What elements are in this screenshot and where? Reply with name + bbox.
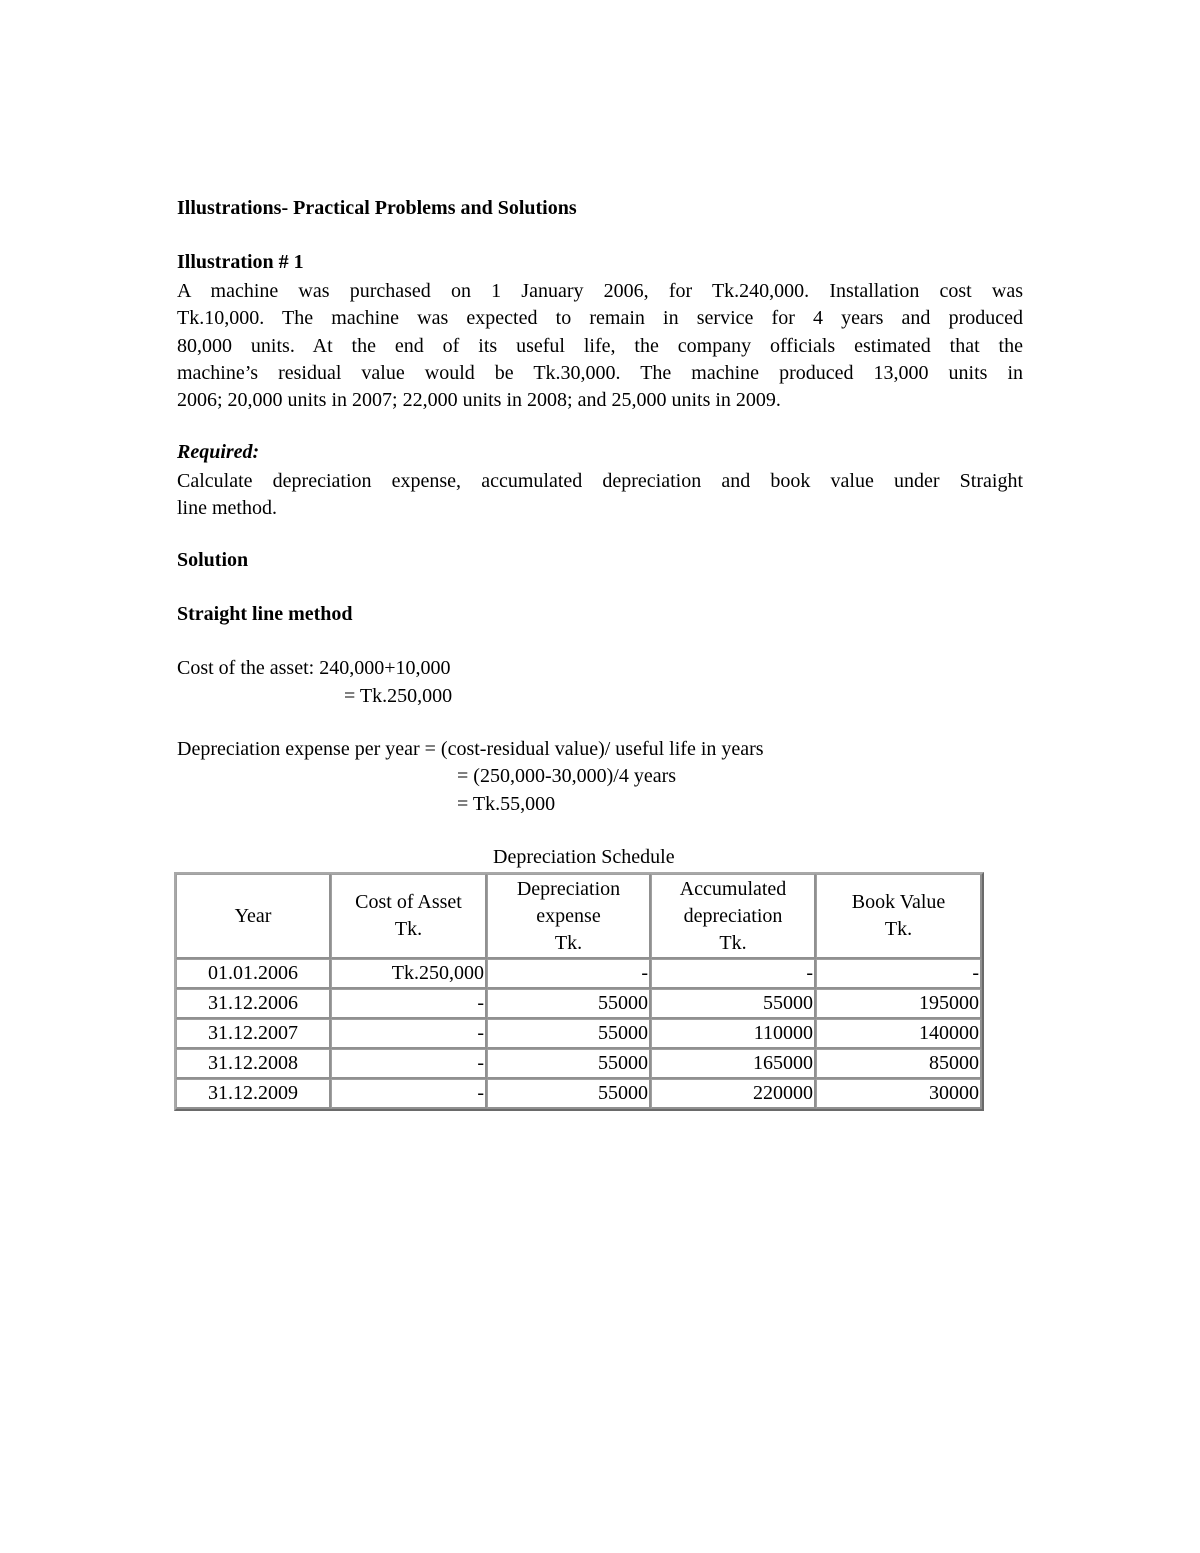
depreciation-calc-line: = (250,000-30,000)/4 years [457,765,677,787]
problem-statement [177,278,1023,414]
table-row [176,1019,982,1049]
cell-year: 31.12.2006 [176,989,331,1019]
cell-book-value: 85000 [816,1049,982,1079]
depreciation-formula-line: Depreciation expense per year = (cost-residual value)/ useful life in years [177,738,764,760]
header-year: Year [176,874,331,959]
illustration-heading: Illustration # 1 [177,251,304,273]
table-header-row [176,874,982,959]
schedule-caption: Depreciation Schedule [493,846,675,868]
header-depreciation-expense: Depreciation expense Tk. [487,874,651,959]
header-accumulated-depreciation: Accumulated depreciation Tk. [651,874,816,959]
cell-depreciation: 55000 [487,1079,651,1109]
problem-line: 80,000 units. At the end of its useful life, the company officials estimated that the [177,334,1023,357]
cell-year: 31.12.2008 [176,1049,331,1079]
cell-cost: - [331,1049,487,1079]
required-line: line method. [177,497,277,520]
cell-book-value: 30000 [816,1079,982,1109]
cell-accumulated: 110000 [651,1019,816,1049]
cell-book-value: - [816,959,982,989]
cost-formula-line: Cost of the asset: 240,000+10,000 [177,657,451,679]
required-label: Required: [177,441,260,463]
problem-line: machine’s residual value would be Tk.30,000. The machine produced 13,000 units in [177,361,1023,384]
cell-cost: - [331,1019,487,1049]
cell-book-value: 195000 [816,989,982,1019]
table-row [176,1079,982,1109]
cell-year: 31.12.2009 [176,1079,331,1109]
problem-line: A machine was purchased on 1 January 2006, for Tk.240,000. Installation cost was [177,280,1023,302]
cell-year: 01.01.2006 [176,959,331,989]
cell-depreciation: 55000 [487,989,651,1019]
table-row [176,989,982,1019]
cell-cost: - [331,1079,487,1109]
header-cost-of-asset: Cost of Asset Tk. [331,874,487,959]
depreciation-schedule-table [174,872,984,1111]
cell-cost: Tk.250,000 [331,959,487,989]
cell-year: 31.12.2007 [176,1019,331,1049]
required-line: Calculate depreciation expense, accumulated depreciation and book value under Straight [177,470,1023,492]
cell-depreciation: - [487,959,651,989]
cell-accumulated: 220000 [651,1079,816,1109]
table-row [176,1049,982,1079]
cell-accumulated: 165000 [651,1049,816,1079]
cell-accumulated: - [651,959,816,989]
table-row [176,959,982,989]
cell-depreciation: 55000 [487,1019,651,1049]
cell-depreciation: 55000 [487,1049,651,1079]
cost-result-line: = Tk.250,000 [344,685,453,707]
cell-accumulated: 55000 [651,989,816,1019]
solution-heading: Solution [177,549,249,571]
cell-cost: - [331,989,487,1019]
required-text [177,468,1023,523]
problem-line: 2006; 20,000 units in 2007; 22,000 units in 2008; and 25,000 units in 2009. [177,389,781,412]
document-title: Illustrations- Practical Problems and Solutions [177,197,577,219]
problem-line: Tk.10,000. The machine was expected to remain in service for 4 years and produced [177,307,1023,330]
cell-book-value: 140000 [816,1019,982,1049]
header-book-value: Book Value Tk. [816,874,982,959]
method-heading: Straight line method [177,603,353,625]
depreciation-result-line: = Tk.55,000 [457,793,556,815]
